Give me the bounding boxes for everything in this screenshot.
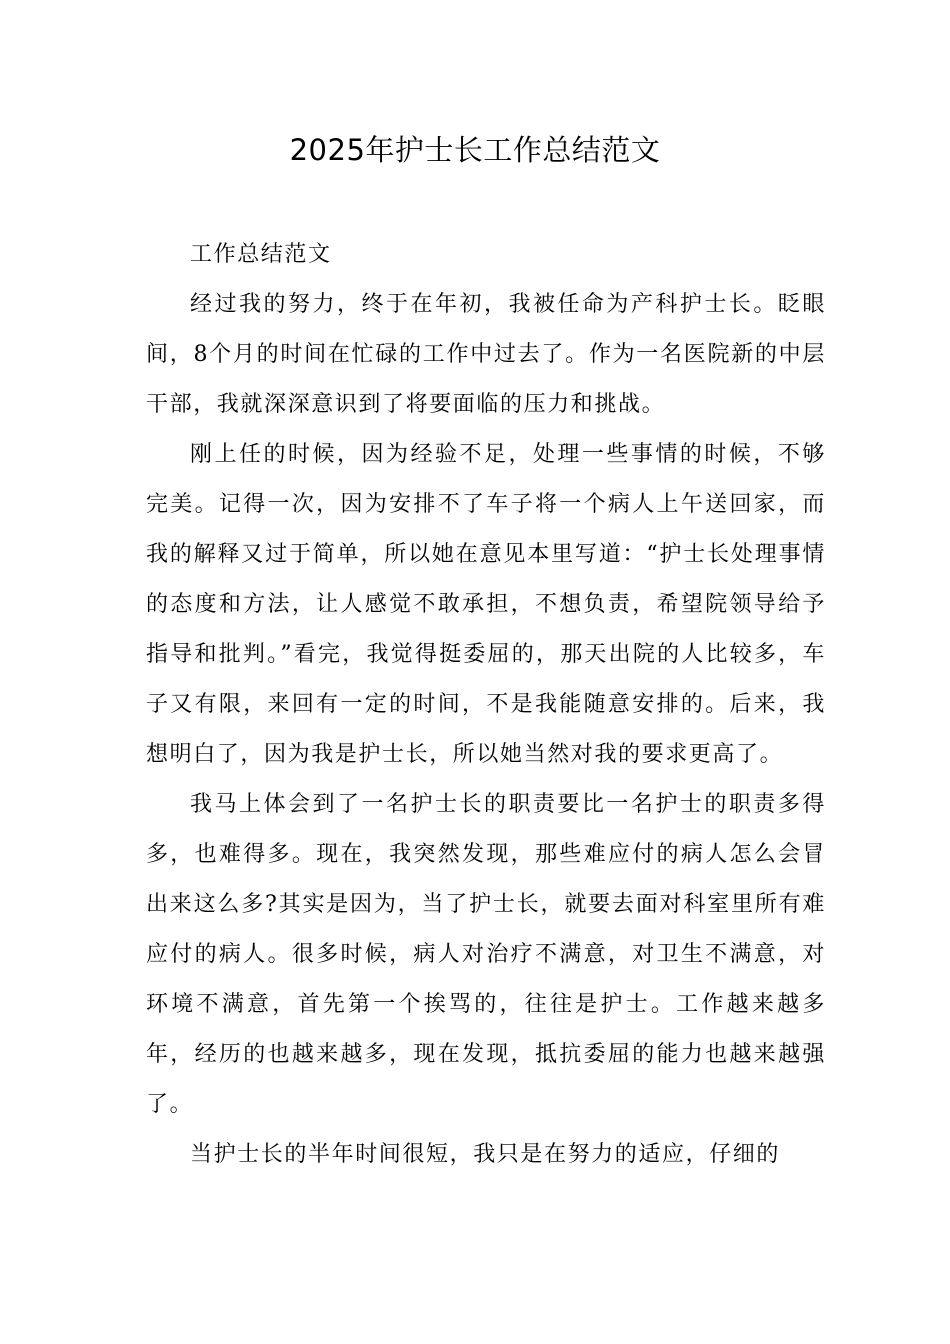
paragraph-section-heading: 工作总结范文 bbox=[190, 242, 332, 267]
paragraph-responsibilities: 我马上体会到了一名护士长的职责要比一名护士的职责多得多，也难得多。现在，我突然发现，那些难应付的病人怎么会冒出来这么多?其实是因为，当了护士长，就要去面对科室里所有难应付的病人。很多时候，病人对治疗不满意，对卫生不满意，对环境不满意，首先第一个挨骂的，往往是护士。工作越来越多年，经历的也越来越多，现在发现，抵抗委屈的能力也越来越强了。 bbox=[146, 792, 826, 1117]
paragraph-early-experience: 刚上任的时候，因为经验不足，处理一些事情的时候，不够完美。记得一次，因为安排不了车子将一个病人上午送回家，而我的解释又过于简单，所以她在意见本里写道：“护士长处理事情的态度和方法，让人感觉不敢承担，不想负责，希望院领导给予指导和批判。”看完，我觉得挺委屈的，那天出院的人比较多，车子又有限，来回有一定的时间，不是我能随意安排的。后来，我想明白了，因为我是护士长，所以她当然对我的要求更高了。 bbox=[146, 442, 826, 767]
paragraph-appointment: 经过我的努力，终于在年初，我被任命为产科护士长。眨眼间，8个月的时间在忙碌的工作中过去了。作为一名医院新的中层干部，我就深深意识到了将要面临的压力和挑战。 bbox=[146, 292, 826, 417]
document-body bbox=[146, 230, 826, 1180]
document-title: 2025年护士长工作总结范文 bbox=[289, 133, 661, 167]
paragraph-half-year: 当护士长的半年时间很短，我只是在努力的适应，仔细的 bbox=[190, 1142, 781, 1167]
